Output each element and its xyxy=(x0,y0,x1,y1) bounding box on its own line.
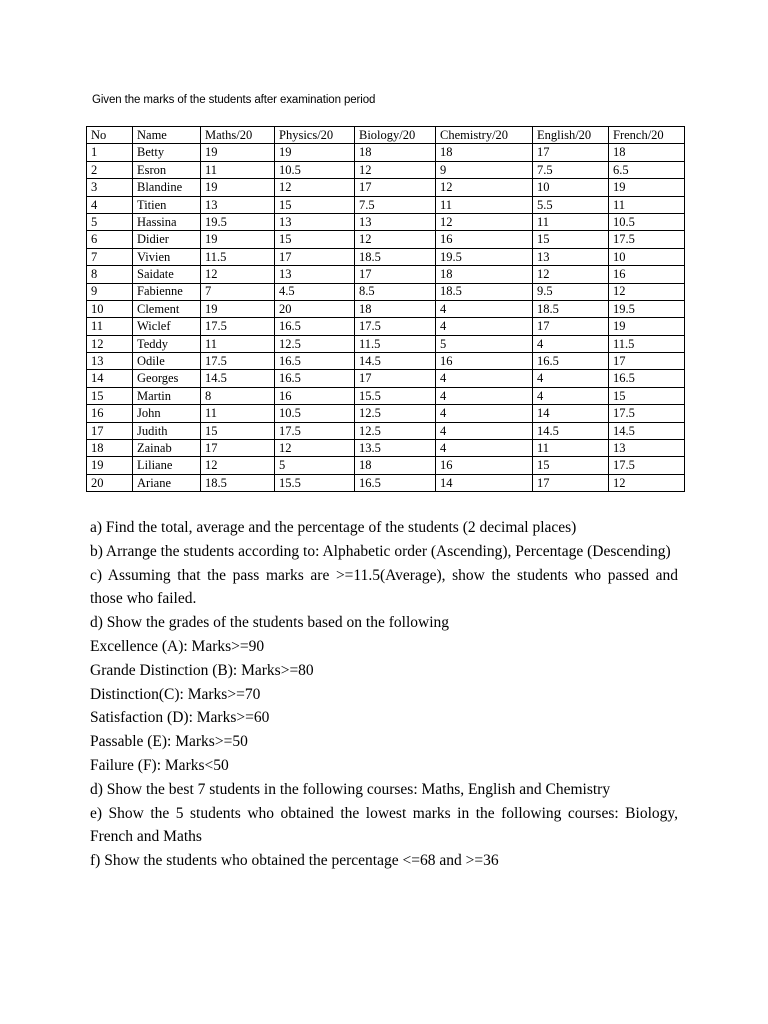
cell-maths: 15 xyxy=(201,422,275,439)
cell-maths: 19.5 xyxy=(201,213,275,230)
cell-english: 11 xyxy=(533,213,609,230)
cell-english: 17 xyxy=(533,318,609,335)
cell-physics: 12.5 xyxy=(275,335,355,352)
cell-french: 12 xyxy=(609,283,685,300)
cell-biology: 15.5 xyxy=(355,387,436,404)
cell-no: 14 xyxy=(87,370,133,387)
cell-name: Betty xyxy=(133,144,201,161)
cell-physics: 16.5 xyxy=(275,353,355,370)
cell-no: 3 xyxy=(87,179,133,196)
table-row xyxy=(87,440,685,457)
cell-name: Georges xyxy=(133,370,201,387)
table-row xyxy=(87,179,685,196)
table-row xyxy=(87,387,685,404)
column-header-chemistry: Chemistry/20 xyxy=(436,127,533,144)
cell-maths: 12 xyxy=(201,457,275,474)
cell-english: 5.5 xyxy=(533,196,609,213)
cell-french: 11 xyxy=(609,196,685,213)
table-row xyxy=(87,196,685,213)
cell-french: 17.5 xyxy=(609,457,685,474)
cell-english: 13 xyxy=(533,248,609,265)
cell-maths: 17.5 xyxy=(201,318,275,335)
cell-maths: 17 xyxy=(201,440,275,457)
cell-physics: 19 xyxy=(275,144,355,161)
cell-chemistry: 4 xyxy=(436,387,533,404)
cell-french: 11.5 xyxy=(609,335,685,352)
cell-physics: 10.5 xyxy=(275,161,355,178)
table-row xyxy=(87,422,685,439)
cell-biology: 12 xyxy=(355,231,436,248)
cell-chemistry: 18 xyxy=(436,144,533,161)
column-header-english: English/20 xyxy=(533,127,609,144)
table-row xyxy=(87,405,685,422)
cell-maths: 13 xyxy=(201,196,275,213)
question-line: d) Show the best 7 students in the following courses: Maths, English and Chemistry xyxy=(90,780,611,798)
cell-physics: 15.5 xyxy=(275,474,355,491)
cell-chemistry: 4 xyxy=(436,440,533,457)
cell-french: 6.5 xyxy=(609,161,685,178)
cell-maths: 19 xyxy=(201,144,275,161)
table-row xyxy=(87,474,685,491)
cell-biology: 18 xyxy=(355,457,436,474)
cell-chemistry: 4 xyxy=(436,318,533,335)
table-row xyxy=(87,353,685,370)
cell-biology: 12.5 xyxy=(355,422,436,439)
cell-english: 14 xyxy=(533,405,609,422)
cell-biology: 17 xyxy=(355,266,436,283)
cell-maths: 18.5 xyxy=(201,474,275,491)
cell-english: 4 xyxy=(533,335,609,352)
cell-english: 7.5 xyxy=(533,161,609,178)
table-row xyxy=(87,335,685,352)
cell-physics: 16 xyxy=(275,387,355,404)
cell-french: 13 xyxy=(609,440,685,457)
cell-french: 16 xyxy=(609,266,685,283)
cell-chemistry: 4 xyxy=(436,300,533,317)
table-row xyxy=(87,283,685,300)
cell-biology: 12.5 xyxy=(355,405,436,422)
cell-physics: 17.5 xyxy=(275,422,355,439)
cell-biology: 14.5 xyxy=(355,353,436,370)
cell-physics: 10.5 xyxy=(275,405,355,422)
question-line: Passable (E): Marks>=50 xyxy=(90,733,248,751)
cell-no: 8 xyxy=(87,266,133,283)
column-header-french: French/20 xyxy=(609,127,685,144)
cell-chemistry: 14 xyxy=(436,474,533,491)
cell-physics: 5 xyxy=(275,457,355,474)
questions-list xyxy=(90,516,678,873)
cell-english: 14.5 xyxy=(533,422,609,439)
cell-chemistry: 12 xyxy=(436,213,533,230)
cell-biology: 12 xyxy=(355,161,436,178)
cell-physics: 17 xyxy=(275,248,355,265)
cell-no: 4 xyxy=(87,196,133,213)
cell-maths: 11 xyxy=(201,335,275,352)
table-row xyxy=(87,248,685,265)
cell-maths: 14.5 xyxy=(201,370,275,387)
cell-no: 16 xyxy=(87,405,133,422)
cell-chemistry: 4 xyxy=(436,422,533,439)
cell-maths: 11.5 xyxy=(201,248,275,265)
cell-chemistry: 4 xyxy=(436,405,533,422)
cell-french: 19 xyxy=(609,318,685,335)
question-line: Excellence (A): Marks>=90 xyxy=(90,637,265,655)
cell-maths: 19 xyxy=(201,179,275,196)
column-header-physics: Physics/20 xyxy=(275,127,355,144)
table-row xyxy=(87,318,685,335)
cell-no: 12 xyxy=(87,335,133,352)
marks-table-body xyxy=(87,144,685,492)
cell-name: Martin xyxy=(133,387,201,404)
cell-french: 18 xyxy=(609,144,685,161)
cell-name: Liliane xyxy=(133,457,201,474)
cell-no: 5 xyxy=(87,213,133,230)
cell-biology: 8.5 xyxy=(355,283,436,300)
cell-french: 17.5 xyxy=(609,405,685,422)
cell-chemistry: 18.5 xyxy=(436,283,533,300)
cell-maths: 11 xyxy=(201,405,275,422)
cell-french: 19.5 xyxy=(609,300,685,317)
cell-name: Blandine xyxy=(133,179,201,196)
cell-english: 15 xyxy=(533,457,609,474)
cell-name: Ariane xyxy=(133,474,201,491)
cell-name: Judith xyxy=(133,422,201,439)
question-line: a) Find the total, average and the percentage of the students (2 decimal places) xyxy=(90,519,577,536)
cell-biology: 17 xyxy=(355,370,436,387)
question-line: Satisfaction (D): Marks>=60 xyxy=(90,709,270,727)
cell-chemistry: 19.5 xyxy=(436,248,533,265)
cell-chemistry: 16 xyxy=(436,353,533,370)
cell-english: 17 xyxy=(533,474,609,491)
cell-biology: 7.5 xyxy=(355,196,436,213)
table-row xyxy=(87,266,685,283)
cell-english: 4 xyxy=(533,387,609,404)
cell-biology: 16.5 xyxy=(355,474,436,491)
cell-english: 18.5 xyxy=(533,300,609,317)
question-line: Failure (F): Marks<50 xyxy=(90,756,229,774)
cell-name: Zainab xyxy=(133,440,201,457)
cell-name: Titien xyxy=(133,196,201,213)
question-line: Distinction(C): Marks>=70 xyxy=(90,685,261,703)
cell-name: Wiclef xyxy=(133,318,201,335)
cell-no: 2 xyxy=(87,161,133,178)
intro-text: Given the marks of the students after examination period xyxy=(92,94,376,106)
cell-chemistry: 4 xyxy=(436,370,533,387)
cell-biology: 13.5 xyxy=(355,440,436,457)
cell-maths: 12 xyxy=(201,266,275,283)
cell-name: Vivien xyxy=(133,248,201,265)
cell-maths: 7 xyxy=(201,283,275,300)
cell-english: 16.5 xyxy=(533,353,609,370)
cell-biology: 18 xyxy=(355,144,436,161)
cell-french: 17 xyxy=(609,353,685,370)
cell-physics: 16.5 xyxy=(275,318,355,335)
cell-physics: 20 xyxy=(275,300,355,317)
cell-no: 11 xyxy=(87,318,133,335)
cell-biology: 18.5 xyxy=(355,248,436,265)
cell-english: 10 xyxy=(533,179,609,196)
question-line: c) Assuming that the pass marks are >=11.5(Average), show the students who passed and those who failed. xyxy=(90,566,678,608)
cell-chemistry: 11 xyxy=(436,196,533,213)
cell-physics: 16.5 xyxy=(275,370,355,387)
cell-name: Saidate xyxy=(133,266,201,283)
table-row xyxy=(87,144,685,161)
cell-no: 1 xyxy=(87,144,133,161)
question-line: d) Show the grades of the students based on the following xyxy=(90,614,450,632)
marks-table xyxy=(86,126,685,492)
cell-biology: 17.5 xyxy=(355,318,436,335)
cell-no: 19 xyxy=(87,457,133,474)
cell-chemistry: 5 xyxy=(436,335,533,352)
cell-french: 12 xyxy=(609,474,685,491)
cell-no: 17 xyxy=(87,422,133,439)
cell-name: Esron xyxy=(133,161,201,178)
cell-french: 15 xyxy=(609,387,685,404)
cell-english: 4 xyxy=(533,370,609,387)
cell-name: Didier xyxy=(133,231,201,248)
cell-maths: 19 xyxy=(201,300,275,317)
cell-no: 10 xyxy=(87,300,133,317)
table-row xyxy=(87,161,685,178)
cell-no: 6 xyxy=(87,231,133,248)
cell-physics: 12 xyxy=(275,440,355,457)
cell-name: Fabienne xyxy=(133,283,201,300)
cell-french: 14.5 xyxy=(609,422,685,439)
cell-french: 10 xyxy=(609,248,685,265)
question-line: Grande Distinction (B): Marks>=80 xyxy=(90,661,314,679)
cell-english: 15 xyxy=(533,231,609,248)
cell-physics: 13 xyxy=(275,213,355,230)
cell-biology: 18 xyxy=(355,300,436,317)
cell-english: 17 xyxy=(533,144,609,161)
cell-french: 16.5 xyxy=(609,370,685,387)
cell-no: 15 xyxy=(87,387,133,404)
cell-biology: 13 xyxy=(355,213,436,230)
cell-name: John xyxy=(133,405,201,422)
cell-maths: 11 xyxy=(201,161,275,178)
cell-english: 11 xyxy=(533,440,609,457)
column-header-maths: Maths/20 xyxy=(201,127,275,144)
cell-physics: 13 xyxy=(275,266,355,283)
cell-french: 19 xyxy=(609,179,685,196)
cell-physics: 4.5 xyxy=(275,283,355,300)
cell-french: 10.5 xyxy=(609,213,685,230)
cell-english: 9.5 xyxy=(533,283,609,300)
cell-no: 18 xyxy=(87,440,133,457)
table-row xyxy=(87,370,685,387)
table-header-row xyxy=(87,127,685,144)
cell-name: Clement xyxy=(133,300,201,317)
cell-biology: 17 xyxy=(355,179,436,196)
cell-no: 7 xyxy=(87,248,133,265)
cell-english: 12 xyxy=(533,266,609,283)
table-row xyxy=(87,231,685,248)
table-row xyxy=(87,213,685,230)
cell-maths: 17.5 xyxy=(201,353,275,370)
column-header-biology: Biology/20 xyxy=(355,127,436,144)
cell-no: 9 xyxy=(87,283,133,300)
cell-name: Odile xyxy=(133,353,201,370)
cell-maths: 19 xyxy=(201,231,275,248)
question-line: e) Show the 5 students who obtained the lowest marks in the following courses: Biology, French and Maths xyxy=(90,804,678,846)
cell-physics: 15 xyxy=(275,196,355,213)
cell-biology: 11.5 xyxy=(355,335,436,352)
column-header-no: No xyxy=(87,127,133,144)
column-header-name: Name xyxy=(133,127,201,144)
cell-chemistry: 9 xyxy=(436,161,533,178)
cell-maths: 8 xyxy=(201,387,275,404)
cell-physics: 12 xyxy=(275,179,355,196)
cell-name: Teddy xyxy=(133,335,201,352)
cell-chemistry: 12 xyxy=(436,179,533,196)
question-line: f) Show the students who obtained the percentage <=68 and >=36 xyxy=(90,852,499,870)
table-row xyxy=(87,300,685,317)
cell-no: 13 xyxy=(87,353,133,370)
cell-chemistry: 16 xyxy=(436,231,533,248)
cell-physics: 15 xyxy=(275,231,355,248)
cell-name: Hassina xyxy=(133,213,201,230)
cell-no: 20 xyxy=(87,474,133,491)
question-line: b) Arrange the students according to: Alphabetic order (Ascending), Percentage (Descending) xyxy=(90,542,671,560)
cell-chemistry: 18 xyxy=(436,266,533,283)
cell-chemistry: 16 xyxy=(436,457,533,474)
table-row xyxy=(87,457,685,474)
cell-french: 17.5 xyxy=(609,231,685,248)
